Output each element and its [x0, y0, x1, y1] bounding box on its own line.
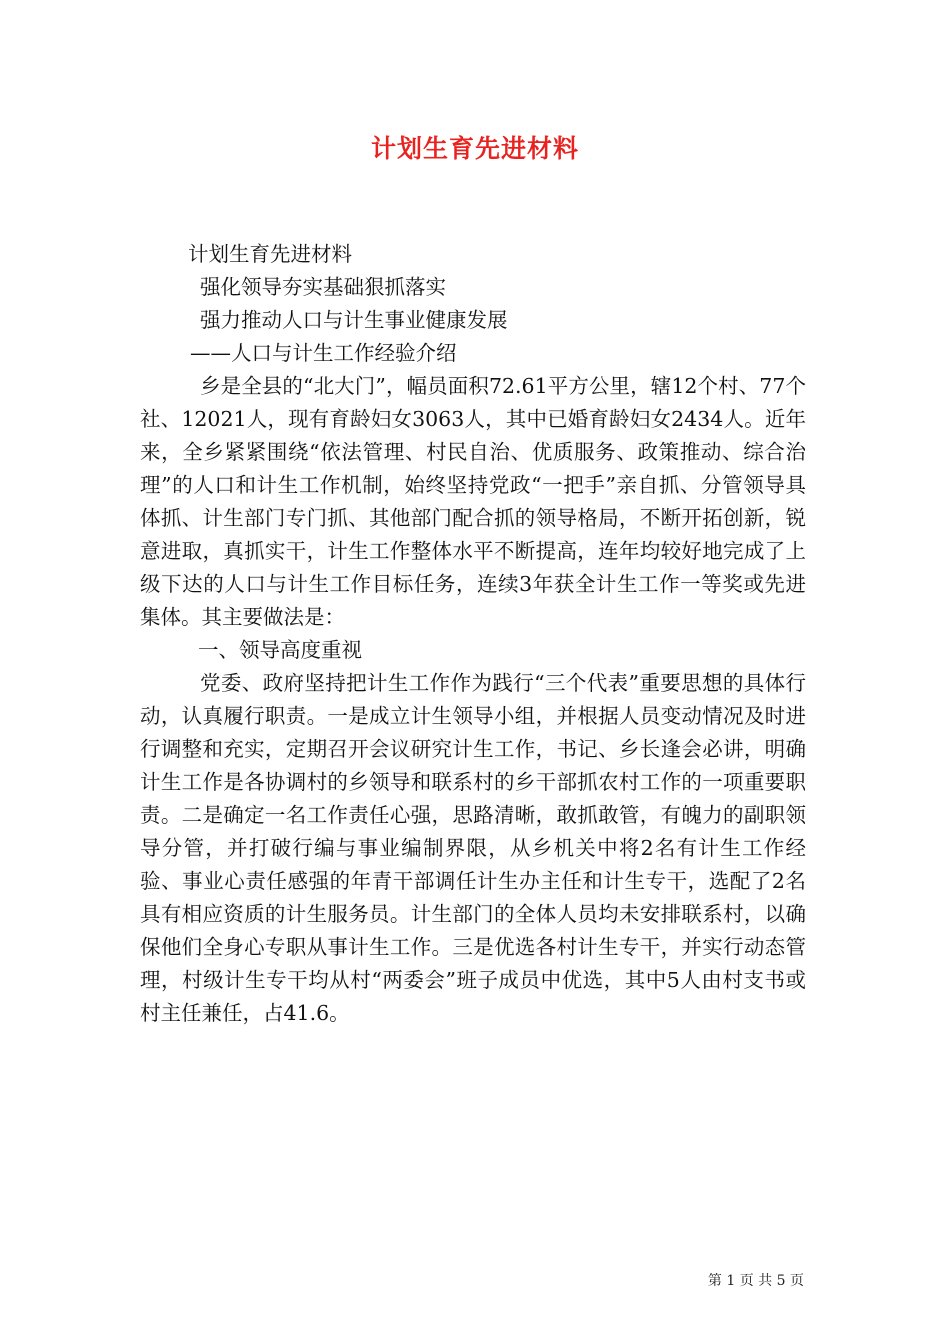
section-heading: 一、领导高度重视	[198, 638, 362, 662]
intro-line-slogan-2: 强力推动人口与计生事业健康发展	[200, 308, 508, 332]
paragraph-leadership: 党委、政府坚持把计生工作作为践行“三个代表”重要思想的具体行动，认真履行职责。一是成立计生领导小组，并根据人员变动情况及时进行调整和充实，定期召开会议研究计生工作，书记、乡长逢会必讲，明确计生工作是各协调村的乡领导和联系村的乡干部抓农村工作的一项重要职责。二是确定一名工作责任心强，思路清晰，敢抓敢管，有魄力的副职领导分管，并打破行编与事业编制界限，从乡机关中将2名有计生工作经验、事业心责任感强的年青干部调任计生办主任和计生专干，选配了2名具有相应资质的计生服务员。计生部门的全体人员均未安排联系村，以确保他们全身心专职从事计生工作。三是优选各村计生专干，并实行动态管理，村级计生专干均从村“两委会”班子成员中优选，其中5人由村支书或村主任兼任，占41.6。	[140, 671, 806, 1025]
document-body	[140, 238, 806, 1030]
page-number: 第 1 页 共 5 页	[707, 1273, 804, 1289]
intro-line-slogan-1: 强化领导夯实基础狠抓落实	[200, 275, 446, 299]
document-title: 计划生育先进材料	[370, 134, 579, 163]
intro-line-subtitle: ——人口与计生工作经验介绍	[190, 341, 457, 365]
paragraph-overview: 乡是全县的“北大门”，幅员面积72.61平方公里，辖12个村、77个社、12021人，现有育龄妇女3063人，其中已婚育龄妇女2434人。近年来，全乡紧紧围绕“依法管理、村民自治、优质服务、政策推动、综合治理”的人口和计生工作机制，始终坚持党政“一把手”亲自抓、分管领导具体抓、计生部门专门抓、其他部门配合抓的领导格局，不断开拓创新，锐意进取，真抓实干，计生工作整体水平不断提高，连年均较好地完成了上级下达的人口与计生工作目标任务，连续3年获全计生工作一等奖或先进集体。其主要做法是：	[140, 374, 806, 629]
intro-line-title: 计划生育先进材料	[188, 242, 352, 266]
